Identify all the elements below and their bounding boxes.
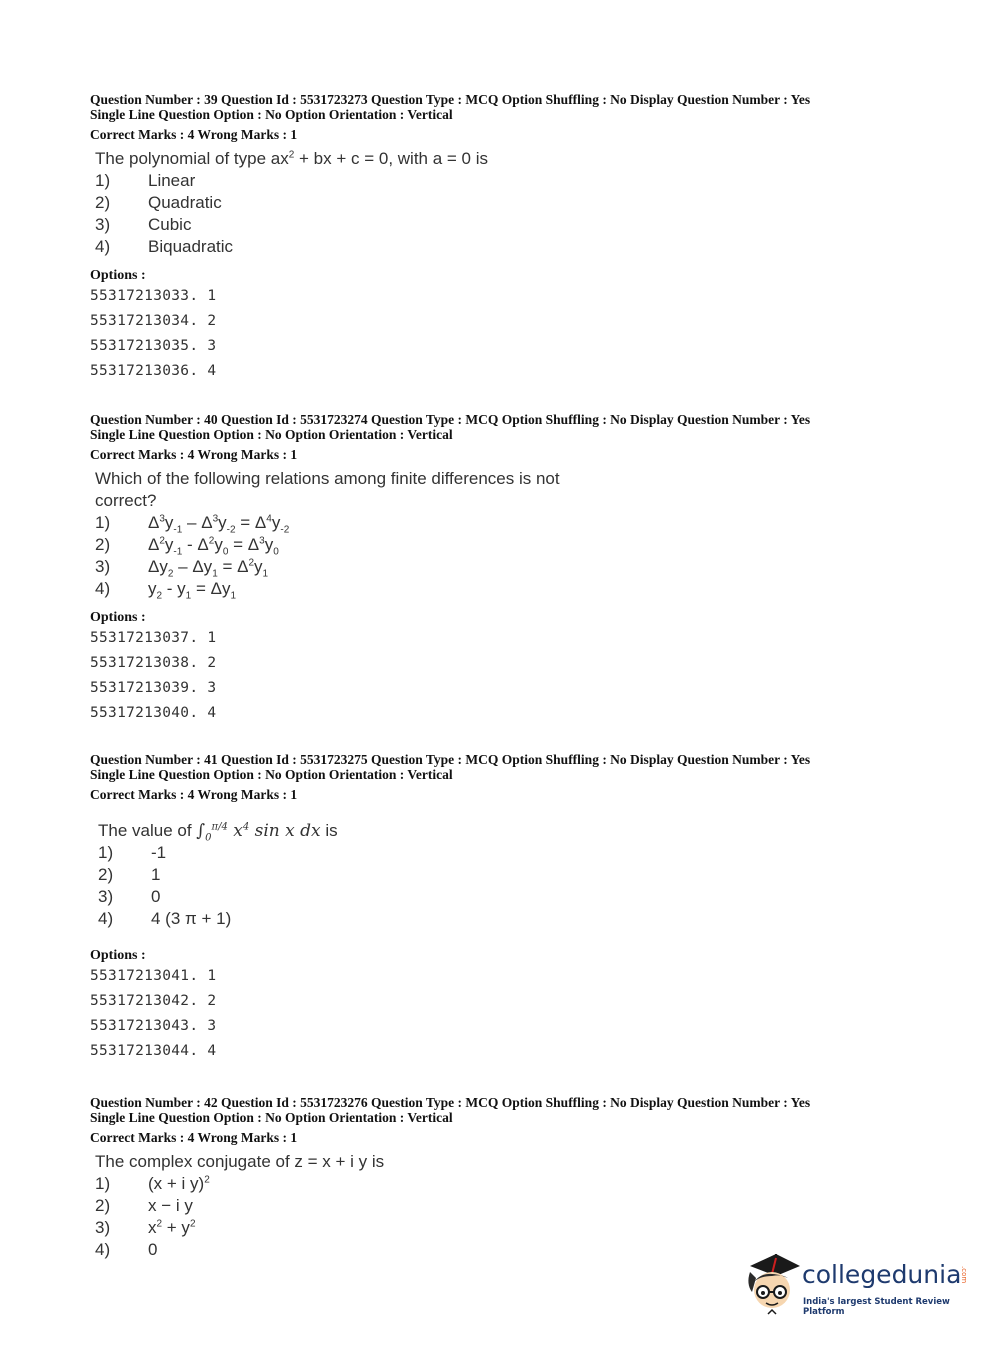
question-body (98, 820, 920, 930)
option-id: 55317213037. 1 (90, 630, 217, 646)
question-meta (90, 1095, 920, 1145)
collegedunia-logo[interactable] (742, 1248, 972, 1318)
option-id: 55317213038. 2 (90, 655, 217, 671)
option-id: 55317213044. 4 (90, 1043, 217, 1059)
question-text: correct? (95, 491, 157, 510)
answer-option: 3) Cubic (95, 215, 192, 234)
logo-tagline: India's largest Student Review Platform (803, 1297, 950, 1317)
question-meta (90, 412, 920, 462)
meta-line-3: Correct Marks : 4 Wrong Marks : 1 (90, 447, 298, 462)
meta-line-1: Question Number : 40 Question Id : 5531723274 Question Type : MCQ Option Shuffling : No Display Question Number : Yes (90, 412, 811, 427)
option-id: 55317213042. 2 (90, 993, 217, 1009)
meta-line-2: Single Line Question Option : No Option Orientation : Vertical (90, 1110, 453, 1125)
question-42 (90, 1095, 920, 1261)
answer-option: 3) $x^2 + y^2$ (95, 1218, 196, 1237)
question-body (95, 148, 920, 258)
logo-domain: .com (960, 1266, 968, 1284)
meta-line-1: Question Number : 42 Question Id : 5531723276 Question Type : MCQ Option Shuffling : No Display Question Number : Yes (90, 1095, 811, 1110)
answer-option: 3) 0 (98, 887, 161, 906)
answer-option: 1) (x + i y)$^2$ (95, 1174, 210, 1193)
answer-option: 1) Linear (95, 171, 196, 190)
answer-option: 3) $\Delta y_2 - \Delta y_1 = \Delta^2y_1$ (95, 557, 269, 580)
question-meta (90, 92, 920, 142)
option-id: 55317213040. 4 (90, 705, 217, 721)
option-id: 55317213041. 1 (90, 968, 217, 984)
option-id: 55317213034. 2 (90, 313, 217, 329)
option-id: 55317213035. 3 (90, 338, 217, 354)
meta-line-3: Correct Marks : 4 Wrong Marks : 1 (90, 787, 298, 802)
answer-option: 2) $\Delta^2y_{-1} - \Delta^2y_0 = \Delta^3y_0$ (95, 535, 279, 558)
question-text: The value of $\int_0^{\pi/4}$ $x^4$ sin x dx is (98, 821, 338, 844)
answer-option: 2) Quadratic (95, 193, 222, 212)
question-39 (90, 92, 920, 384)
question-text: The polynomial of type $ax^2$ + bx + c = 0, with a = 0 is (95, 149, 488, 168)
answer-option: 4) Biquadratic (95, 237, 234, 256)
question-text: Which of the following relations among finite differences is not (95, 469, 560, 488)
meta-line-1: Question Number : 41 Question Id : 5531723275 Question Type : MCQ Option Shuffling : No Display Question Number : Yes (90, 752, 811, 767)
meta-line-3: Correct Marks : 4 Wrong Marks : 1 (90, 1130, 298, 1145)
question-text: The complex conjugate of z = x + i y is (95, 1152, 385, 1171)
answer-option: 4) 0 (95, 1240, 158, 1259)
question-40 (90, 412, 920, 726)
option-id: 55317213036. 4 (90, 363, 217, 379)
option-id: 55317213043. 3 (90, 1018, 217, 1034)
answer-option: 4) $y_2 - y_1 = \Delta y_1$ (95, 579, 237, 602)
logo-wordmark: collegedunia (802, 1260, 962, 1289)
meta-line-3: Correct Marks : 4 Wrong Marks : 1 (90, 127, 298, 142)
meta-line-2: Single Line Question Option : No Option Orientation : Vertical (90, 107, 453, 122)
question-41 (90, 752, 920, 1064)
question-meta (90, 752, 920, 802)
meta-line-1: Question Number : 39 Question Id : 5531723273 Question Type : MCQ Option Shuffling : No Display Question Number : Yes (90, 92, 811, 107)
option-id: 55317213033. 1 (90, 288, 217, 304)
answer-option: 4) 4 (3 π + 1) (98, 909, 232, 928)
answer-option: 1) $\Delta^3y_{-1} - \Delta^3y_{-2} = \Delta^4y_{-2}$ (95, 513, 290, 536)
meta-line-2: Single Line Question Option : No Option Orientation : Vertical (90, 427, 453, 442)
mascot-icon (742, 1248, 802, 1318)
meta-line-2: Single Line Question Option : No Option Orientation : Vertical (90, 767, 453, 782)
options-label: Options : (90, 268, 146, 283)
options-label: Options : (90, 610, 146, 625)
answer-option: 1) -1 (98, 843, 167, 862)
answer-option: 2) x − i y (95, 1196, 193, 1215)
question-body (95, 468, 920, 600)
question-body (95, 1151, 920, 1261)
options-label: Options : (90, 948, 146, 963)
option-id: 55317213039. 3 (90, 680, 217, 696)
answer-option: 2) 1 (98, 865, 161, 884)
